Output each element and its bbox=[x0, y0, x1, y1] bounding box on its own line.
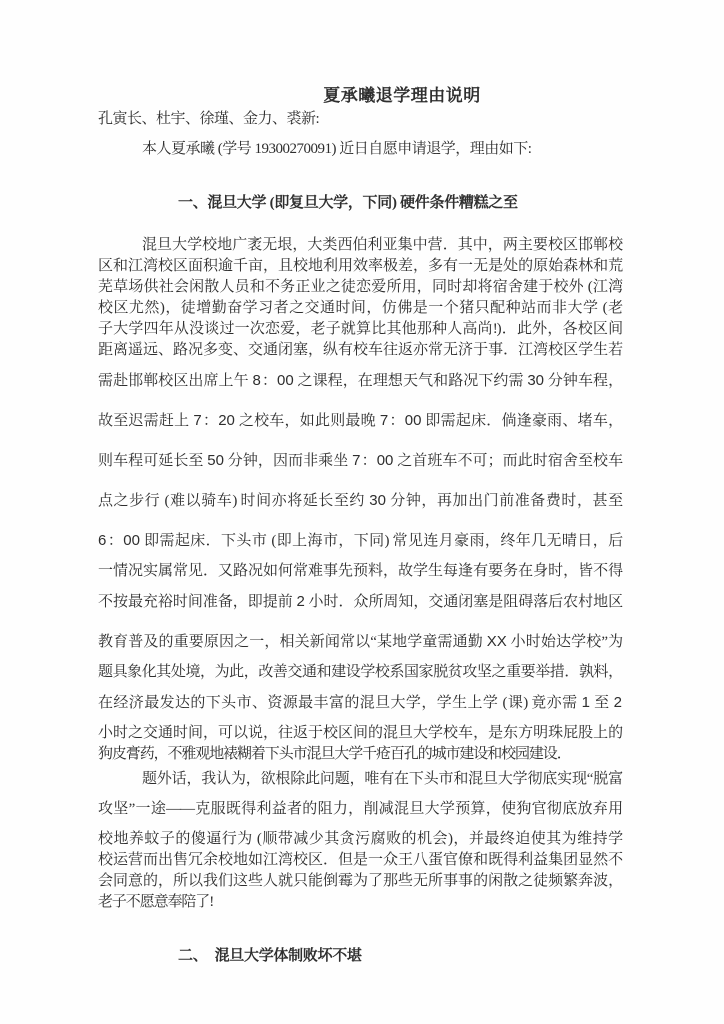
numeral: 1 bbox=[581, 694, 590, 711]
text-line: 校地养蚊子的傻逼行为 (顺带减少其贪污腐败的机会)，并最终迫使其为维持学 bbox=[98, 831, 622, 847]
text-line: 校区尤然)，徒增勤奋学习者之交通时间，仿佛是一个猪只配种站而非大学 (老 bbox=[98, 300, 622, 316]
paragraph bbox=[98, 235, 622, 765]
numeral: 00 bbox=[277, 372, 294, 389]
text-line: 混旦大学校地广袤无垠，大类西伯利亚集中营．其中，两主要校区邯郸校 bbox=[142, 237, 622, 253]
text-line: 狗皮膏药，不雅观地裱糊着下头市混旦大学千疮百孔的城市建设和校园建设． bbox=[98, 746, 571, 762]
numeral: 6 bbox=[98, 532, 107, 549]
text-line: 一情况实属常见．又路况如何常难事先预料，故学生每逢有要务在身时，皆不得 bbox=[98, 563, 622, 579]
intro-line: 本人夏承曦 (学号 19300270091) 近日自愿申请退学，理由如下: bbox=[142, 141, 532, 157]
text-line: 距离遥远、路况多变、交通闭塞，纵有校车往返亦常无济于事．江湾校区学生若 bbox=[98, 342, 622, 358]
text-line: 题外话，我认为，欲根除此问题，唯有在下头市和混旦大学彻底实现“脱富 bbox=[142, 771, 622, 787]
section-heading: 二、 混旦大学体制败坏不堪 bbox=[178, 948, 362, 964]
numeral: 30 bbox=[369, 492, 386, 509]
text-line: 故至迟需赶上 7：20 之校车，如此则最晚 7：00 即需起床．倘逢豪雨、堵车， bbox=[98, 412, 622, 429]
numeral: 7 bbox=[352, 452, 361, 469]
numeral: 00 bbox=[404, 412, 422, 429]
text-line: 不按最充裕时间准备，即提前 2 小时．众所周知，交通闭塞是阻碍落后农村地区 bbox=[98, 593, 622, 610]
section-heading: 一、混旦大学 (即复旦大学，下同) 硬件条件糟糕之至 bbox=[178, 195, 518, 211]
text-line: 小时之交通时间，可以说，往返于校区间的混旦大学校车，是东方明珠屁股上的 bbox=[98, 725, 622, 741]
salutation-line: 孔寅长、杜宇、徐瑾、金力、裘新: bbox=[98, 111, 320, 127]
numeral: 2 bbox=[296, 593, 305, 610]
text-line: 老子不愿意奉陪了! bbox=[98, 894, 214, 910]
text-line: 点之步行 (难以骑车) 时间亦将延长至约 30 分钟，再加出门前准备费时，甚至 bbox=[98, 492, 622, 509]
text-line: 6：00 即需起床．下头市 (即上海市，下同) 常见连月豪雨，终年几无晴日，后 bbox=[98, 532, 622, 549]
text-line: 子大学四年从没谈过一次恋爱，老子就算比其他那种人高尚!)．此外，各校区间 bbox=[98, 321, 622, 337]
text-line: 会同意的，所以我们这些人就只能倒霉为了那些无所事事的闲散之徒频繁奔波， bbox=[98, 873, 622, 889]
text-line: 攻坚”一途——克服既得利益者的阻力，削减混旦大学预算，使狗官彻底放弃用 bbox=[98, 801, 622, 817]
numeral: 00 bbox=[376, 452, 394, 469]
numeral: 7 bbox=[193, 412, 202, 429]
text-line: 题具象化其处境，为此，改善交通和建设学校系国家脱贫攻坚之重要举措．孰料， bbox=[98, 664, 622, 680]
text-line: 在经济最发达的下头市、资源最丰富的混旦大学，学生上学 (课) 竟亦需 1 至 2 bbox=[98, 694, 623, 711]
numeral: 30 bbox=[527, 372, 545, 389]
numeral: 00 bbox=[123, 532, 140, 549]
text-line: 校运营而出售冗余校地如江湾校区．但是一众王八蛋官僚和既得利益集团显然不 bbox=[98, 852, 622, 868]
numeral: 20 bbox=[218, 412, 235, 429]
text-line: 芜草场供社会闲散人员和不务正业之徒恋爱所用，同时却将宿舍建于校外 (江湾 bbox=[98, 279, 622, 295]
text-line: 教育普及的重要原因之一，相关新闻常以“某地学童需通勤 XX 小时始达学校”为 bbox=[98, 633, 622, 650]
numeral: 2 bbox=[613, 694, 623, 711]
numeral: 8 bbox=[252, 372, 261, 389]
text-line: 需赴邯郸校区出席上午 8：00 之课程，在理想天气和路况下约需 30 分钟车程， bbox=[98, 372, 623, 389]
paragraph bbox=[98, 769, 622, 913]
document-title: 夏承曦退学理由说明 bbox=[323, 86, 481, 105]
numeral: XX bbox=[486, 633, 507, 650]
numeral: 50 bbox=[207, 452, 224, 469]
text-line: 区和江湾校区面积逾千亩，且校地利用效率极差，多有一无是处的原始森林和荒 bbox=[98, 258, 622, 274]
numeral: 7 bbox=[379, 412, 389, 429]
document-body bbox=[98, 193, 622, 967]
text-line: 则车程可延长至 50 分钟，因而非乘坐 7：00 之首班车不可；而此时宿舍至校车 bbox=[98, 452, 622, 469]
